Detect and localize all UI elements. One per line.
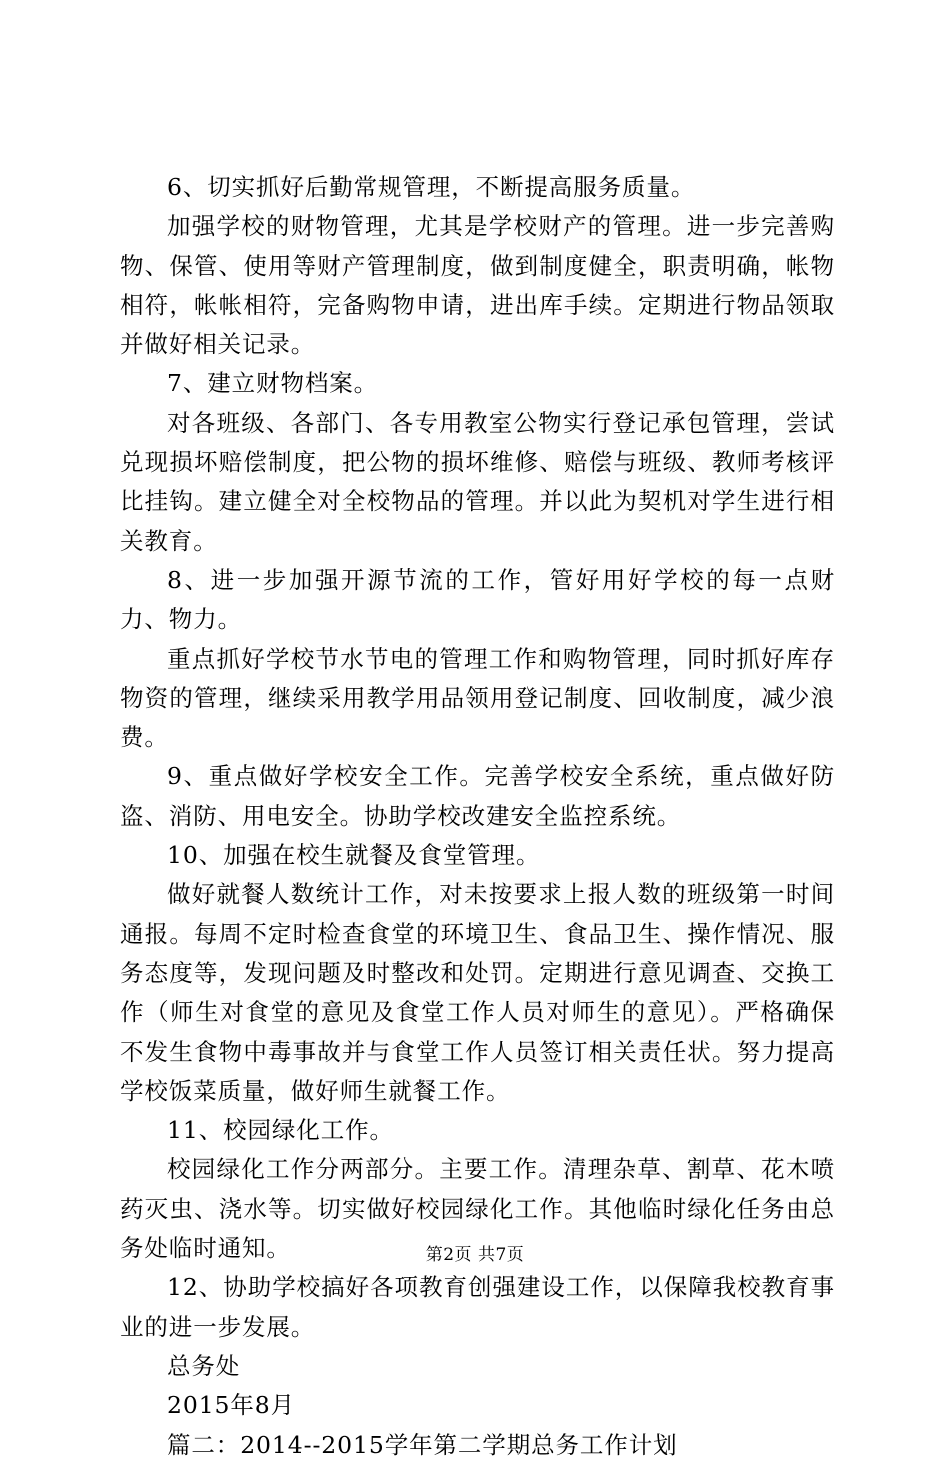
heading-item-6: 6、切实抓好后勤常规管理，不断提高服务质量。 xyxy=(167,173,696,201)
paragraph-conservation: 重点抓好学校节水节电的管理工作和购物管理，同时抓好库存物资的管理，继续采用教学用品领用登记制度、回收制度，减少浪费。 xyxy=(120,644,835,752)
heading-item-9: 9、重点做好学校安全工作。完善学校安全系统，重点做好防盗、消防、用电安全。协助学校改建安全监控系统。 xyxy=(120,762,835,830)
paragraph-greening: 校园绿化工作分两部分。主要工作。清理杂草、割草、花木喷药灭虫、浇水等。切实做好校园绿化工作。其他临时绿化任务由总务处临时通知。 xyxy=(120,1155,835,1263)
document-body xyxy=(120,168,835,1465)
paragraph-finance-management: 加强学校的财物管理，尤其是学校财产的管理。进一步完善购物、保管、使用等财产管理制度，做到制度健全，职责明确，帐物相符，帐帐相符，完备购物申请，进出库手续。定期进行物品领取并做好相关记录。 xyxy=(120,212,835,359)
paragraph-asset-registration: 对各班级、各部门、各专用教室公物实行登记承包管理，尝试兑现损坏赔偿制度，把公物的损坏维修、赔偿与班级、教师考核评比挂钩。建立健全对全校物品的管理。并以此为契机对学生进行相关教育。 xyxy=(120,408,835,555)
signature-office: 总务处 xyxy=(167,1351,241,1380)
heading-item-7: 7、建立财物档案。 xyxy=(167,369,379,398)
section-title-part-two: 篇二：2014--2015学年第二学期总务工作计划 xyxy=(167,1430,678,1459)
paragraph-canteen-management: 做好就餐人数统计工作，对未按要求上报人数的班级第一时间通报。每周不定时检查食堂的环境卫生、食品卫生、操作情况、服务态度等，发现问题及时整改和处罚。定期进行意见调查、交换工作（师生对食堂的意见及食堂工作人员对师生的意见）。严格确保不发生食物中毒事故并与食堂工作人员签订相关责任状。努力提高学校饭菜质量，做好师生就餐工作。 xyxy=(120,880,835,1105)
heading-item-11: 11、校园绿化工作。 xyxy=(167,1116,394,1145)
heading-item-10: 10、加强在校生就餐及食堂管理。 xyxy=(167,841,541,870)
signature-date: 2015年8月 xyxy=(167,1391,296,1420)
heading-item-8: 8、进一步加强开源节流的工作，管好用好学校的每一点财力、物力。 xyxy=(120,565,835,634)
page-number-footer: 第2页 共7页 xyxy=(425,1245,525,1265)
heading-item-12: 12、协助学校搞好各项教育创强建设工作，以保障我校教育事业的进一步发展。 xyxy=(120,1273,835,1341)
